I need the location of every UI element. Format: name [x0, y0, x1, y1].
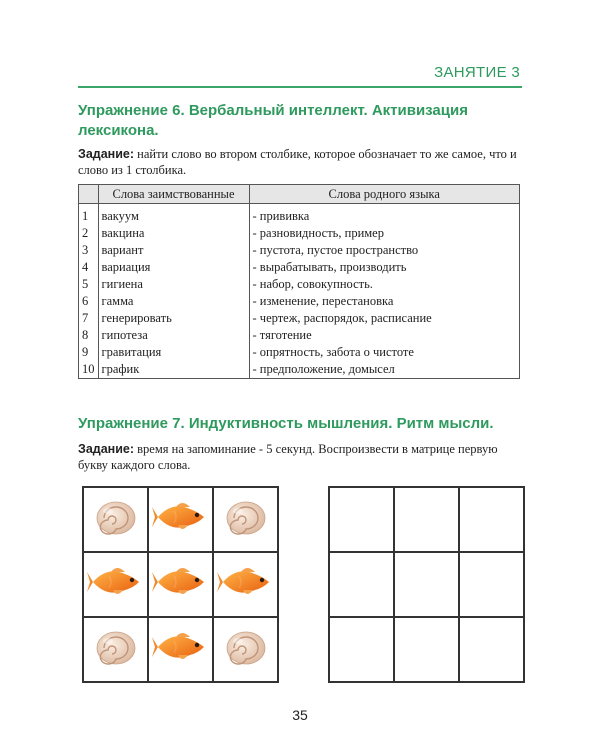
- foreign-word: вакуум: [98, 204, 249, 226]
- page-number: 35: [292, 707, 308, 723]
- table-header-number: [79, 185, 99, 204]
- fish-icon: [152, 497, 210, 542]
- fish-icon: [152, 562, 210, 607]
- row-number: 8: [79, 327, 99, 344]
- exercise6-task-text: найти слово во втором столбике, которое обозначает то же самое, что и слово из 1 столбика.: [78, 147, 517, 177]
- matrix-cell: [213, 552, 278, 617]
- table-row: [79, 310, 520, 327]
- answer-matrix[interactable]: [328, 486, 525, 683]
- answer-cell[interactable]: [459, 487, 524, 552]
- fish-icon: [152, 627, 210, 672]
- matrix-cell: [83, 552, 148, 617]
- exercise6-title: Упражнение 6. Вербальный интеллект. Активизация лексикона.: [78, 102, 468, 139]
- row-number: 10: [79, 361, 99, 379]
- native-word: - вырабатывать, производить: [249, 259, 520, 276]
- header-divider: [78, 86, 522, 88]
- foreign-word: гамма: [98, 293, 249, 310]
- table-row: [79, 293, 520, 310]
- row-number: 2: [79, 225, 99, 242]
- exercise7-title: Упражнение 7. Индуктивность мышления. Ритм мысли.: [78, 415, 494, 432]
- shell-icon: [94, 627, 138, 672]
- answer-cell[interactable]: [394, 487, 459, 552]
- foreign-word: гигиена: [98, 276, 249, 293]
- matrix-cell: [83, 487, 148, 552]
- exercise7-task: [78, 441, 528, 473]
- row-number: 4: [79, 259, 99, 276]
- row-number: 3: [79, 242, 99, 259]
- answer-cell[interactable]: [329, 487, 394, 552]
- table-row: [79, 204, 520, 226]
- exercise7-task-label: Задание:: [78, 442, 135, 456]
- matrix-cell: [148, 617, 213, 682]
- native-word: - пустота, пустое пространство: [249, 242, 520, 259]
- fish-icon: [217, 562, 275, 607]
- native-word: - предположение, домысел: [249, 361, 520, 379]
- answer-cell[interactable]: [394, 617, 459, 682]
- table-row: [79, 344, 520, 361]
- foreign-word: генерировать: [98, 310, 249, 327]
- foreign-word: гравитация: [98, 344, 249, 361]
- row-number: 7: [79, 310, 99, 327]
- answer-cell[interactable]: [459, 552, 524, 617]
- table-row: [79, 361, 520, 379]
- exercise6-task: [78, 146, 528, 178]
- answer-cell[interactable]: [459, 617, 524, 682]
- foreign-word: вариант: [98, 242, 249, 259]
- table-header-native: Слова родного языка: [249, 185, 520, 204]
- shell-icon: [224, 627, 268, 672]
- native-word: - разновидность, пример: [249, 225, 520, 242]
- matrix-cell: [83, 617, 148, 682]
- table-row: [79, 259, 520, 276]
- matrix-cell: [148, 487, 213, 552]
- answer-cell[interactable]: [329, 617, 394, 682]
- table-row: [79, 242, 520, 259]
- exercise6-task-label: Задание:: [78, 147, 135, 161]
- table-row: [79, 327, 520, 344]
- row-number: 6: [79, 293, 99, 310]
- exercise7-task-text: время на запоминание - 5 секунд. Воспроизвести в матрице первую букву каждого слова.: [78, 442, 498, 472]
- words-table: [78, 184, 520, 379]
- matrix-cell: [148, 552, 213, 617]
- row-number: 9: [79, 344, 99, 361]
- answer-cell[interactable]: [394, 552, 459, 617]
- foreign-word: вакцина: [98, 225, 249, 242]
- picture-matrix: [82, 486, 279, 683]
- table-header-foreign: Слова заимствованные: [98, 185, 249, 204]
- row-number: 5: [79, 276, 99, 293]
- table-row: [79, 225, 520, 242]
- table-row: [79, 276, 520, 293]
- native-word: - прививка: [249, 204, 520, 226]
- foreign-word: график: [98, 361, 249, 379]
- row-number: 1: [79, 204, 99, 226]
- native-word: - опрятность, забота о чистоте: [249, 344, 520, 361]
- native-word: - набор, совокупность.: [249, 276, 520, 293]
- foreign-word: вариация: [98, 259, 249, 276]
- shell-icon: [224, 497, 268, 542]
- answer-cell[interactable]: [329, 552, 394, 617]
- matrix-cell: [213, 617, 278, 682]
- native-word: - изменение, перестановка: [249, 293, 520, 310]
- lesson-title: ЗАНЯТИЕ 3: [434, 64, 520, 81]
- native-word: - чертеж, распорядок, расписание: [249, 310, 520, 327]
- native-word: - тяготение: [249, 327, 520, 344]
- foreign-word: гипотеза: [98, 327, 249, 344]
- shell-icon: [94, 497, 138, 542]
- fish-icon: [87, 562, 145, 607]
- matrix-cell: [213, 487, 278, 552]
